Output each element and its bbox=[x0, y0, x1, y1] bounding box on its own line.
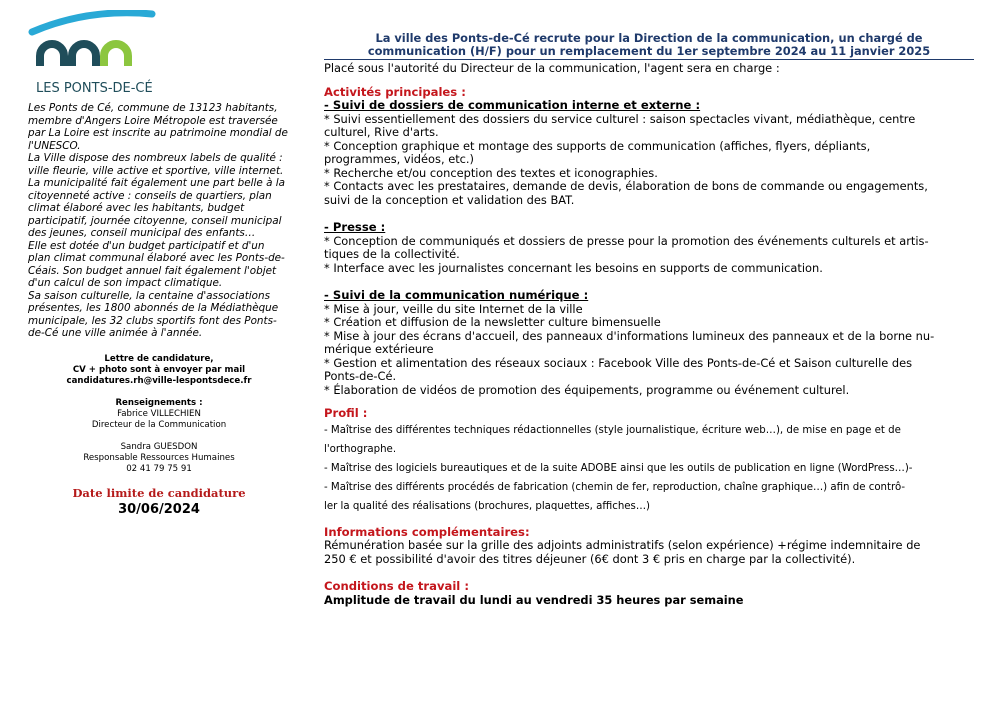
conditions-line: Amplitude de travail du lundi au vendredi 35 heures par semaine bbox=[324, 592, 744, 607]
numerique-line: * Mise à jour des écrans d'accueil, des panneaux d'informations lumineux des panneaux et de la borne nu- bbox=[324, 328, 935, 343]
suivi-line: * Recherche et/ou conception des textes et iconographies. bbox=[324, 165, 658, 180]
suivi-line: * Conception graphique et montage des supports de communication (affiches, flyers, dépliants, bbox=[324, 138, 871, 153]
suivi-line: suivi de la conception et validation des BAT. bbox=[324, 192, 575, 207]
numerique-line: * Élaboration de vidéos de promotion des équipements, programme ou événement culturel. bbox=[324, 382, 850, 397]
application-instructions bbox=[28, 354, 290, 387]
application-email[interactable]: candidatures.rh@ville-lespontsdece.fr bbox=[66, 375, 252, 386]
logo-text: LES PONTS-DE-CÉ bbox=[36, 81, 153, 96]
presse-line: * Conception de communiqués et dossiers de presse pour la promotion des événements culturels et artis- bbox=[324, 233, 929, 248]
contact-name: Sandra GUESDON bbox=[120, 441, 198, 452]
intro-paragraph: La Ville dispose des nombreux labels de qualité : ville fleurie, ville active et sportive, ville internet. bbox=[28, 152, 284, 177]
numerique-line: Ponts-de-Cé. bbox=[324, 369, 397, 383]
intro-paragraph: Les Ponts de Cé, commune de 13123 habitants, membre d'Angers Loire Métropole est traversée par La Loire est inscrite au patrimoine mondial de l'UNESCO. bbox=[28, 102, 288, 152]
contact-name: Fabrice VILLECHIEN bbox=[117, 408, 201, 419]
suivi-title: - Suivi de dossiers de communication interne et externe : bbox=[324, 98, 701, 112]
numerique-line: * Mise à jour, veille du site Internet de la ville bbox=[324, 301, 583, 316]
contact-role: Responsable Ressources Humaines bbox=[83, 452, 235, 463]
intro-line: Placé sous l'autorité du Directeur de la communication, l'agent sera en charge : bbox=[324, 61, 780, 75]
infos-title: Informations complémentaires: bbox=[324, 524, 530, 539]
page-title bbox=[324, 32, 974, 60]
infos-line: Rémunération basée sur la grille des adjoints administratifs (selon expérience) +régime indemnitaire de bbox=[324, 538, 921, 552]
hr-contact bbox=[28, 442, 290, 475]
numerique-line: mérique extérieure bbox=[324, 342, 434, 356]
suivi-line: programmes, vidéos, etc.) bbox=[324, 152, 474, 166]
profil-title: Profil : bbox=[324, 406, 368, 420]
profil-line: - Maîtrise des différents procédés de fabrication (chemin de fer, reproduction, chaîne graphique…) afin de contrô- bbox=[324, 481, 906, 493]
numerique-line: * Création et diffusion de la newsletter culture bimensuelle bbox=[324, 315, 661, 329]
numerique-title: - Suivi de la communication numérique : bbox=[324, 288, 589, 302]
profil-line: ler la qualité des réalisations (brochures, plaquettes, affiches…) bbox=[324, 500, 651, 512]
contact-phone: 02 41 79 75 91 bbox=[126, 463, 192, 474]
suivi-line: culturel, Rive d'arts. bbox=[324, 125, 439, 139]
suivi-line: * Suivi essentiellement des dossiers du service culturel : saison spectacles vivant, médiathèque, centre bbox=[324, 111, 916, 126]
info-label: Renseignements : bbox=[115, 397, 203, 408]
activites-title: Activités principales : bbox=[324, 84, 466, 99]
infos-line: 250 € et possibilité d'avoir des titres déjeuner (6€ dont 3 € pris en charge par la collectivité). bbox=[324, 551, 856, 566]
profil-line: - Maîtrise des logiciels bureautiques et de la suite ADOBE ainsi que les outils de publication en ligne (WordPress…)- bbox=[324, 462, 913, 474]
deadline-date: 30/06/2024 bbox=[118, 501, 200, 517]
title-line: La ville des Ponts-de-Cé recrute pour la Direction de la communication, un chargé de bbox=[375, 31, 923, 45]
application-line: Lettre de candidature, bbox=[104, 353, 214, 364]
job-offer bbox=[324, 32, 974, 607]
presse-line: tiques de la collectivité. bbox=[324, 247, 460, 261]
info-contact bbox=[28, 398, 290, 431]
profil-line: l'orthographe. bbox=[324, 443, 397, 455]
logo-graphic bbox=[28, 10, 158, 100]
application-line: CV + photo sont à envoyer par mail bbox=[72, 364, 246, 375]
presse-line: * Interface avec les journalistes concernant les besoins en supports de communication. bbox=[324, 260, 823, 275]
intro-paragraph: La municipalité fait également une part belle à la citoyenneté active : conseils de quartiers, plan climat élaboré avec les habitants, budget participatif, journée citoyenne, conseil municipal des jeunes, conseil municipal des enfants… bbox=[28, 177, 286, 239]
sidebar bbox=[28, 10, 290, 517]
title-line: communication (H/F) pour un remplacement du 1er septembre 2024 au 11 janvier 2025 bbox=[367, 44, 931, 58]
contact-role: Directeur de la Communication bbox=[91, 419, 227, 430]
suivi-line: * Contacts avec les prestataires, demande de devis, élaboration de bons de commande ou engagements, bbox=[324, 179, 928, 193]
profil-line: - Maîtrise des différentes techniques rédactionnelles (style journalistique, écriture web…), de mise en page et de bbox=[324, 424, 901, 436]
contact-block bbox=[28, 354, 290, 475]
city-presentation bbox=[28, 102, 290, 340]
conditions-title: Conditions de travail : bbox=[324, 579, 469, 593]
intro-paragraph: Sa saison culturelle, la centaine d'associations présentes, les 1800 abonnés de la Médiathèque municipale, les 32 clubs sportifs font des Ponts-de-Cé une ville animée à l'année. bbox=[28, 289, 279, 339]
presse-title: - Presse : bbox=[324, 220, 386, 234]
deadline-label: Date limite de candidature bbox=[72, 485, 246, 500]
city-logo bbox=[28, 10, 158, 100]
numerique-line: * Gestion et alimentation des réseaux sociaux : Facebook Ville des Ponts-de-Cé et Saison culturelle des bbox=[324, 355, 913, 370]
intro-paragraph: Elle est dotée d'un budget participatif et d'un plan climat communal élaboré avec les Ponts-de-Céais. Son budget annuel fait également l'objet d'un calcul de son impact climatique. bbox=[28, 239, 285, 289]
